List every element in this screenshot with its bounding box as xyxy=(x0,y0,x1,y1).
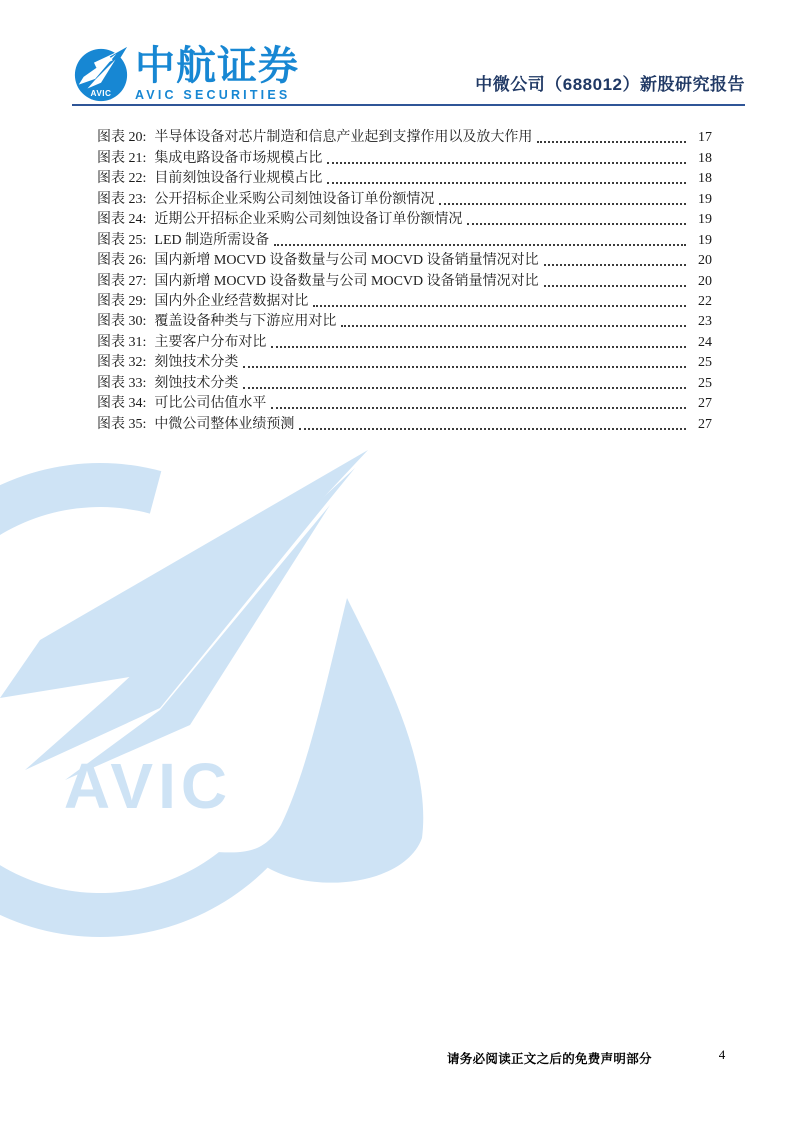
toc-entry-label: 图表 27: xyxy=(97,273,147,289)
toc-entry-label: 图表 25: xyxy=(97,232,147,248)
toc-dot-leader xyxy=(327,162,686,164)
toc-entry-label: 图表 24: xyxy=(97,212,147,228)
logo-avic-text: AVIC xyxy=(90,89,112,99)
toc-entry-page: 19 xyxy=(698,212,712,228)
toc-entry-page: 24 xyxy=(698,334,712,350)
toc-dot-leader xyxy=(327,182,686,184)
toc-entry-title: 近期公开招标企业采购公司刻蚀设备订单份额情况 xyxy=(154,212,463,228)
toc-entry[interactable] xyxy=(97,228,712,248)
brand-name-cn: 中航证券 xyxy=(135,44,299,88)
toc-entry-label: 图表 30: xyxy=(97,314,147,330)
toc-entry-page: 19 xyxy=(698,232,712,248)
report-title: 中微公司（688012）新股研究报告 xyxy=(475,75,745,94)
avic-watermark-logo xyxy=(0,440,520,950)
brand-block xyxy=(135,44,299,102)
toc-entry[interactable] xyxy=(97,187,712,207)
toc-entry-title: 主要客户分布对比 xyxy=(154,334,267,350)
toc-dot-leader xyxy=(274,244,686,246)
toc-entry-label: 图表 33: xyxy=(97,375,147,391)
toc-entry-title: 国内新增 MOCVD 设备数量与公司 MOCVD 设备销量情况对比 xyxy=(154,273,539,289)
toc-dot-leader xyxy=(243,366,686,368)
page-header xyxy=(72,44,745,106)
toc-entry-page: 23 xyxy=(698,314,712,330)
toc-entry-title: 中微公司整体业绩预测 xyxy=(154,416,295,432)
toc-entry-label: 图表 23: xyxy=(97,191,147,207)
toc-entry-page: 19 xyxy=(698,191,712,207)
toc-entry-page: 20 xyxy=(698,273,712,289)
toc-dot-leader xyxy=(544,264,686,266)
toc-entry[interactable] xyxy=(97,167,712,187)
toc-dot-leader xyxy=(313,305,686,307)
toc-entry-label: 图表 29: xyxy=(97,293,147,309)
toc-entry[interactable] xyxy=(97,290,712,310)
toc-dot-leader xyxy=(271,346,686,348)
toc-entry-title: 国内外企业经营数据对比 xyxy=(154,293,309,309)
watermark-ring-swoosh xyxy=(0,463,423,937)
toc-entry[interactable] xyxy=(97,269,712,289)
toc-entry-label: 图表 20: xyxy=(97,130,147,146)
toc-dot-leader xyxy=(467,223,686,225)
toc-entry-page: 25 xyxy=(698,375,712,391)
toc-dot-leader xyxy=(341,325,686,327)
toc-entry[interactable] xyxy=(97,330,712,350)
toc-entry-label: 图表 26: xyxy=(97,253,147,269)
toc-entry-title: 目前刻蚀设备行业规模占比 xyxy=(154,171,323,187)
toc-list xyxy=(97,126,712,433)
toc-dot-leader xyxy=(537,141,686,143)
toc-entry-label: 图表 31: xyxy=(97,334,147,350)
toc-entry-title: 公开招标企业采购公司刻蚀设备订单份额情况 xyxy=(154,191,435,207)
toc-dot-leader xyxy=(271,407,686,409)
toc-entry-title: 半导体设备对芯片制造和信息产业起到支撑作用以及放大作用 xyxy=(154,130,533,146)
toc-entry-title: 覆盖设备种类与下游应用对比 xyxy=(154,314,337,330)
toc-entry-title: 刻蚀技术分类 xyxy=(154,355,239,371)
watermark-avic-text: AVIC xyxy=(63,750,233,822)
toc-entry-page: 17 xyxy=(698,130,712,146)
toc-entry[interactable] xyxy=(97,371,712,391)
toc-entry-title: 集成电路设备市场规模占比 xyxy=(154,150,323,166)
toc-entry-page: 25 xyxy=(698,355,712,371)
toc-entry-title: 可比公司估值水平 xyxy=(154,396,267,412)
toc-dot-leader xyxy=(299,428,686,430)
toc-entry-page: 22 xyxy=(698,293,712,309)
toc-entry[interactable] xyxy=(97,412,712,432)
toc-entry-title: 国内新增 MOCVD 设备数量与公司 MOCVD 设备销量情况对比 xyxy=(154,253,539,269)
avic-logo-icon xyxy=(72,45,130,103)
toc-entry[interactable] xyxy=(97,392,712,412)
toc-entry-page: 27 xyxy=(698,396,712,412)
toc-entry-title: 刻蚀技术分类 xyxy=(154,375,239,391)
toc-entry-page: 20 xyxy=(698,253,712,269)
toc-entry-page: 27 xyxy=(698,416,712,432)
toc-entry[interactable] xyxy=(97,351,712,371)
footer-page-number: 4 xyxy=(718,1047,726,1062)
toc-entry-label: 图表 32: xyxy=(97,355,147,371)
toc-entry-title: LED 制造所需设备 xyxy=(154,232,270,248)
toc-dot-leader xyxy=(439,203,686,205)
toc-dot-leader xyxy=(544,285,686,287)
toc-entry[interactable] xyxy=(97,310,712,330)
toc-entry-page: 18 xyxy=(698,171,712,187)
toc-entry-label: 图表 22: xyxy=(97,171,147,187)
toc-entry[interactable] xyxy=(97,208,712,228)
footer-disclaimer: 请务必阅读正文之后的免费声明部分 xyxy=(447,1052,652,1066)
toc-entry[interactable] xyxy=(97,126,712,146)
toc-entry[interactable] xyxy=(97,249,712,269)
brand-name-en: AVIC SECURITIES xyxy=(135,88,291,102)
toc-entry-label: 图表 35: xyxy=(97,416,147,432)
toc-entry[interactable] xyxy=(97,146,712,166)
toc-entry-label: 图表 21: xyxy=(97,150,147,166)
toc-dot-leader xyxy=(243,387,686,389)
toc-entry-page: 18 xyxy=(698,150,712,166)
toc-entry-label: 图表 34: xyxy=(97,396,147,412)
